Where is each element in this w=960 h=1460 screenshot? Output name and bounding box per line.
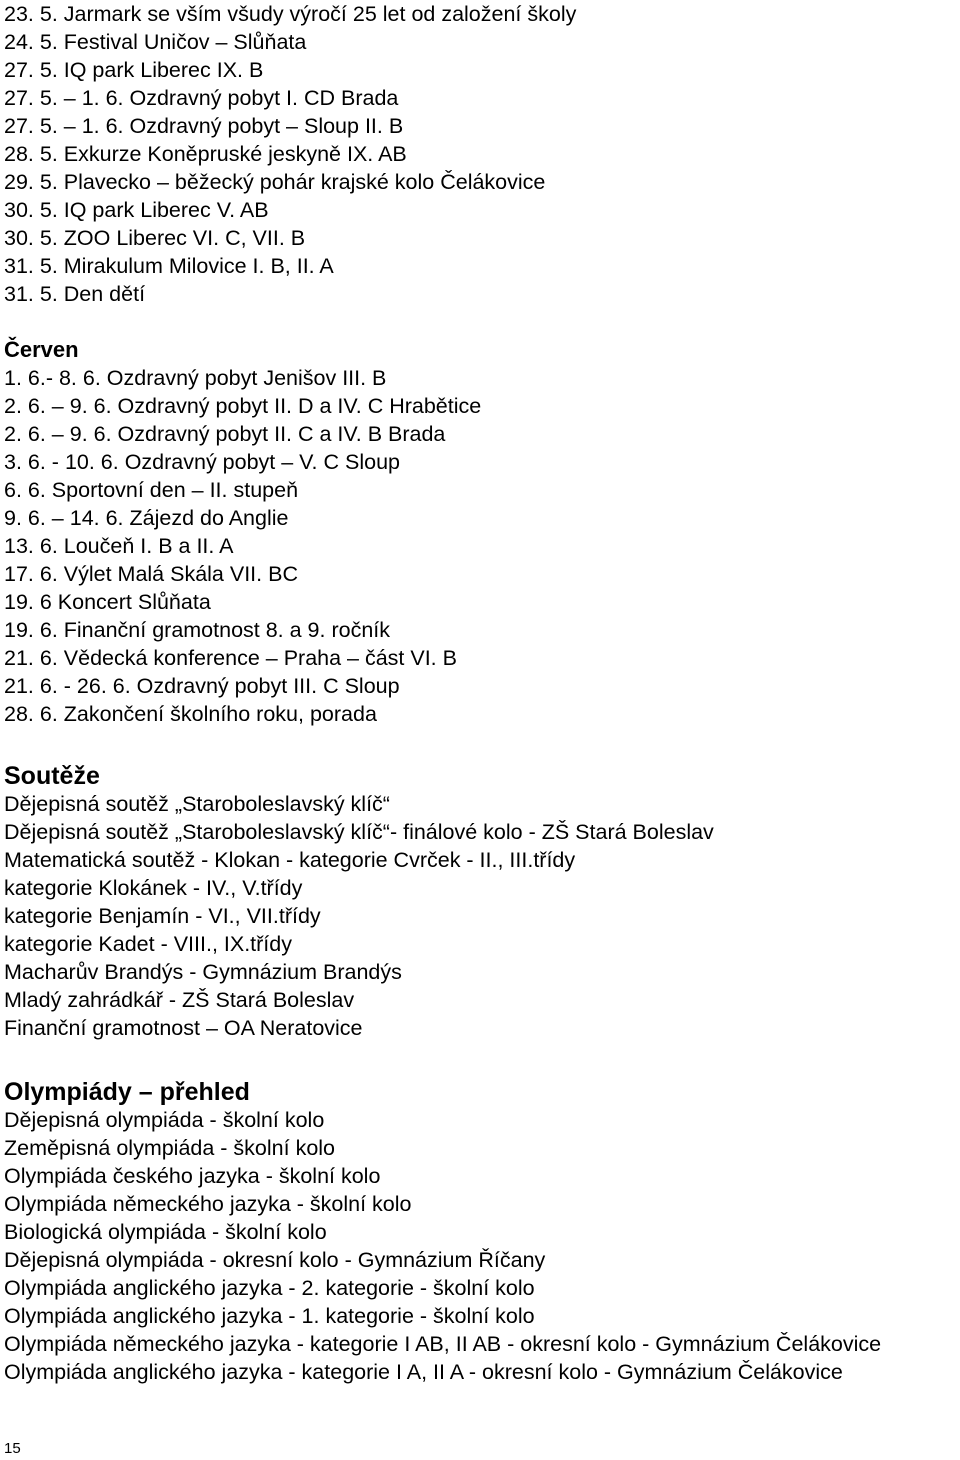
olympiad-line: Dějepisná olympiáda - okresní kolo - Gymnázium Říčany: [4, 1248, 546, 1272]
event-line: 28. 6. Zakončení školního roku, porada: [4, 702, 377, 726]
event-line: 1. 6.- 8. 6. Ozdravný pobyt Jenišov III. B: [4, 366, 387, 390]
event-line: 21. 6. Vědecká konference – Praha – část VI. B: [4, 646, 457, 670]
event-line: 27. 5. IQ park Liberec IX. B: [4, 58, 264, 82]
competitions-heading: Soutěže: [4, 762, 100, 790]
olympiad-line: Zeměpisná olympiáda - školní kolo: [4, 1136, 336, 1160]
olympiad-line: Olympiáda anglického jazyka - 1. kategorie - školní kolo: [4, 1304, 535, 1328]
event-line: 21. 6. - 26. 6. Ozdravný pobyt III. C Sloup: [4, 674, 400, 698]
olympiad-line: Olympiáda německého jazyka - kategorie I AB, II AB - okresní kolo - Gymnázium Čelákovice: [4, 1332, 882, 1356]
olympiad-line: Olympiáda anglického jazyka - 2. kategorie - školní kolo: [4, 1276, 535, 1300]
event-line: 2. 6. – 9. 6. Ozdravný pobyt II. D a IV. C Hrabětice: [4, 394, 482, 418]
event-line: 3. 6. - 10. 6. Ozdravný pobyt – V. C Sloup: [4, 450, 400, 474]
competitions-section: [4, 762, 956, 1042]
event-line: 27. 5. – 1. 6. Ozdravný pobyt – Sloup II. B: [4, 114, 404, 138]
event-line: 23. 5. Jarmark se vším všudy výročí 25 let od založení školy: [4, 2, 577, 26]
page-number: 15: [4, 1440, 21, 1457]
event-line: 6. 6. Sportovní den – II. stupeň: [4, 478, 299, 502]
event-line: 30. 5. ZOO Liberec VI. C, VII. B: [4, 226, 306, 250]
event-line: 31. 5. Mirakulum Milovice I. B, II. A: [4, 254, 334, 278]
may-events-section: [4, 0, 956, 728]
event-line: 19. 6. Finanční gramotnost 8. a 9. ročník: [4, 618, 391, 642]
olympiad-line: Olympiáda anglického jazyka - kategorie I A, II A - okresní kolo - Gymnázium Čelákovice: [4, 1360, 843, 1384]
olympiad-line: Olympiáda německého jazyka - školní kolo: [4, 1192, 412, 1216]
event-line: 27. 5. – 1. 6. Ozdravný pobyt I. CD Brada: [4, 86, 399, 110]
competition-line: Macharův Brandýs - Gymnázium Brandýs: [4, 960, 402, 984]
competition-line: Finanční gramotnost – OA Neratovice: [4, 1016, 363, 1040]
event-line: 29. 5. Plavecko – běžecký pohár krajské kolo Čelákovice: [4, 170, 546, 194]
competition-line: Dějepisná soutěž „Staroboleslavský klíč“: [4, 792, 390, 816]
june-heading: Červen: [4, 337, 79, 362]
event-line: 31. 5. Den dětí: [4, 282, 146, 306]
olympiad-line: Biologická olympiáda - školní kolo: [4, 1220, 327, 1244]
olympiads-section: [4, 1078, 956, 1386]
event-line: 13. 6. Loučeň I. B a II. A: [4, 534, 234, 558]
olympiad-line: Olympiáda českého jazyka - školní kolo: [4, 1164, 381, 1188]
event-line: 17. 6. Výlet Malá Skála VII. BC: [4, 562, 298, 586]
competition-line: Matematická soutěž - Klokan - kategorie Cvrček - II., III.třídy: [4, 848, 576, 872]
competition-line: kategorie Klokánek - IV., V.třídy: [4, 876, 303, 900]
event-line: 19. 6 Koncert Slůňata: [4, 590, 211, 614]
event-line: 28. 5. Exkurze Koněpruské jeskyně IX. AB: [4, 142, 407, 166]
competition-line: kategorie Benjamín - VI., VII.třídy: [4, 904, 321, 928]
event-line: 2. 6. – 9. 6. Ozdravný pobyt II. C a IV. B Brada: [4, 422, 446, 446]
event-line: 9. 6. – 14. 6. Zájezd do Anglie: [4, 506, 289, 530]
competition-line: Mladý zahrádkář - ZŠ Stará Boleslav: [4, 988, 355, 1012]
olympiads-heading: Olympiády – přehled: [4, 1078, 250, 1106]
olympiad-line: Dějepisná olympiáda - školní kolo: [4, 1108, 325, 1132]
event-line: 30. 5. IQ park Liberec V. AB: [4, 198, 269, 222]
event-line: 24. 5. Festival Uničov – Slůňata: [4, 30, 307, 54]
competition-line: Dějepisná soutěž „Staroboleslavský klíč“- finálové kolo - ZŠ Stará Boleslav: [4, 820, 714, 844]
competition-line: kategorie Kadet - VIII., IX.třídy: [4, 932, 292, 956]
